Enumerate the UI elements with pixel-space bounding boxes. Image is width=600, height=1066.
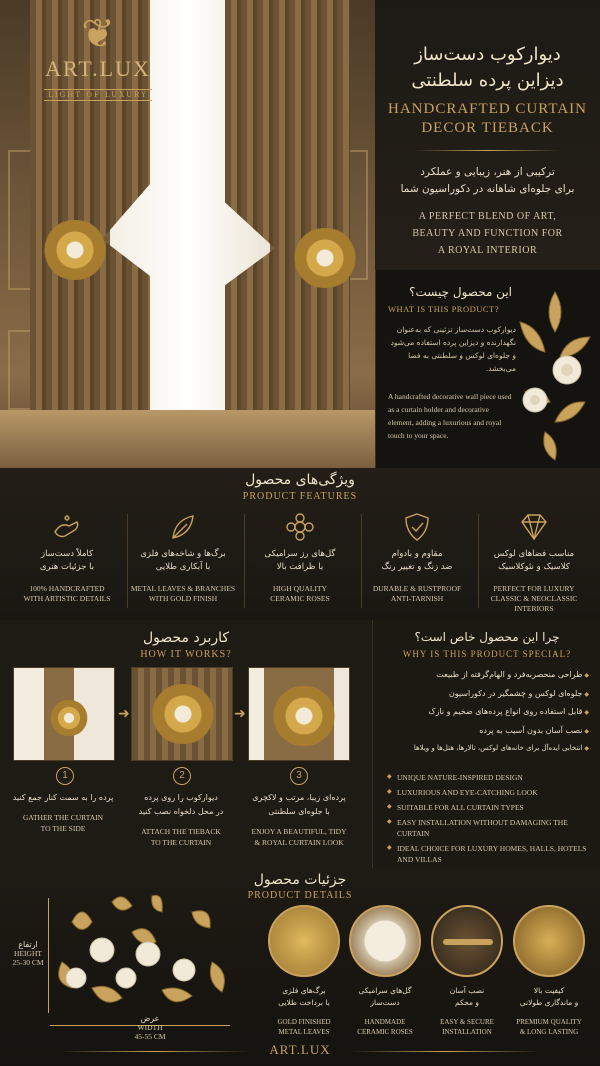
handcraft-icon: [12, 510, 122, 544]
why-title-fa: چرا این محصول خاص است؟: [414, 630, 560, 644]
step-text-en: ENJOY A BEAUTIFUL, TIDY & ROYAL CURTAIN LOOK: [251, 827, 347, 847]
features-title-fa: ویژگی‌های محصول: [245, 472, 355, 488]
feature-fa-2: با ظرافت بالا: [276, 562, 324, 572]
footer-divider-left: [60, 1051, 250, 1052]
feature-item: [12, 510, 122, 604]
why-special-section: [372, 620, 600, 868]
feature-item: [362, 510, 472, 604]
brand-logo: [38, 12, 158, 112]
brand-name: ART.LUX: [45, 56, 151, 81]
features-title-en: PRODUCT FEATURES: [242, 491, 358, 502]
feature-en-1: METAL LEAVES & BRANCHES: [130, 584, 236, 593]
hero-subtitle-fa-1: ترکیبی از هنر، زیبایی و عملکرد: [420, 166, 555, 178]
step-text-fa: دیوارکوب را روی پرده در محل دلخواه نصب کنید: [138, 793, 224, 816]
why-item-fa: ◆ قابل استفاده روی انواع پرده‌های ضخیم و نازک: [381, 703, 589, 722]
detail-text-en: PREMIUM QUALITY & LONG LASTING: [516, 1018, 582, 1036]
feature-en-3: INTERIORS: [514, 604, 554, 613]
why-item-fa: ◆ انتخابی ایده‌آل برای خانه‌های لوکس، تالارها، هتل‌ها و ویلاها: [381, 740, 589, 758]
width-label: عرض WIDTH 45-55 CM: [134, 1014, 166, 1041]
footer-brand: ART.LUX: [269, 1042, 331, 1057]
how-title-en: HOW IT WORKS?: [140, 649, 232, 660]
tieback-flower-image: [505, 282, 600, 462]
why-title-en: WHY IS THIS PRODUCT SPECIAL?: [402, 649, 572, 659]
feature-fa-1: کاملاً دست‌ساز: [40, 549, 94, 559]
hero-title-fa-1: دیوارکوب دست‌ساز: [414, 44, 561, 65]
height-label: ارتفاع HEIGHT 25-30 CM: [12, 940, 44, 967]
feature-fa-2: ضد زنگ و تغییر رنگ: [381, 562, 453, 572]
rose-icon: [245, 510, 355, 544]
hero-title-en-1: HANDCRAFTED CURTAIN: [388, 101, 587, 117]
feature-fa-1: مناسب فضاهای لوکس: [493, 549, 575, 559]
step-text-fa: پرده‌ای زیبا، مرتب و لاکچری با جلوه‌ای سلطنتی: [252, 793, 346, 816]
feature-fa-2: کلاسیک و نئوکلاسیک: [498, 562, 570, 572]
feature-en-2: WITH ARTISTIC DETAILS: [23, 594, 111, 603]
detail-text-fa: نصب آسان و محکم: [449, 986, 485, 1007]
crest-icon: ❦: [81, 11, 115, 57]
feature-item: [245, 510, 355, 604]
feature-en-1: PERFECT FOR LUXURY: [493, 584, 575, 593]
feature-en-1: 100% HANDCRAFTED: [29, 584, 105, 593]
feature-en-2: WITH GOLD FINISH: [148, 594, 218, 603]
feature-en-2: ANTI-TARNISH: [390, 594, 444, 603]
height-line: [48, 898, 49, 1013]
hero-subtitle-fa-2: برای جلوه‌ای شاهانه در دکوراسیون شما: [400, 183, 575, 195]
feature-item: [479, 510, 589, 614]
hero-subtitle-en-3: A ROYAL INTERIOR: [437, 245, 538, 256]
detail-image: [268, 905, 340, 977]
feature-fa-1: مقاوم و بادوام: [391, 549, 443, 559]
hero-subtitle-en-1: A PERFECT BLEND OF ART,: [418, 211, 557, 222]
why-list-fa: [381, 666, 589, 758]
feature-en-2: CERAMIC ROSES: [270, 594, 330, 603]
step-number: 1: [56, 767, 74, 785]
what-is-title-en: WHAT IS THIS PRODUCT?: [388, 304, 500, 314]
detail-image: [431, 905, 503, 977]
tieback-product-image: [52, 892, 232, 1010]
feature-fa-1: گل‌های رز سرامیکی: [264, 549, 336, 559]
feature-fa-2: با جزئیات هنری: [39, 562, 95, 572]
details-title-fa: جزئیات محصول: [253, 872, 347, 888]
hero-text-panel: [375, 0, 600, 270]
step-number: 3: [290, 767, 308, 785]
feature-item: [128, 510, 238, 604]
step-image: [13, 667, 115, 761]
detail-text-en: HANDMADE CERAMIC ROSES: [357, 1018, 413, 1036]
feature-fa-2: با آبکاری طلایی: [155, 562, 211, 572]
hero-title-fa-2: دیزاین پرده سلطنتی: [411, 70, 564, 91]
detail-image: [513, 905, 585, 977]
why-item-fa: ◆ طراحی منحصربه‌فرد و الهام‌گرفته از طبیعت: [381, 666, 589, 685]
step-image: [131, 667, 233, 761]
step-number: 2: [173, 767, 191, 785]
why-item-fa: ◆ جلوه‌ای لوکس و چشمگیر در دکوراسیون: [381, 685, 589, 704]
detail-text-en: GOLD FINISHED METAL LEAVES: [277, 1018, 331, 1036]
hero-title-en-2: DECOR TIEBACK: [421, 120, 554, 136]
detail-text-fa: برگ‌های فلزی با برداخت طلایی: [278, 986, 330, 1007]
detail-image: [349, 905, 421, 977]
step-text-en: GATHER THE CURTAIN TO THE SIDE: [22, 813, 104, 833]
why-item-en: ◆ EASY INSTALLATION WITHOUT DAMAGING THE CURTAIN: [387, 817, 587, 839]
hero-subtitle-en-2: BEAUTY AND FUNCTION FOR: [412, 228, 563, 239]
arrow-right-icon: ➜: [118, 706, 130, 722]
arrow-right-icon: ➜: [234, 706, 246, 722]
detail-text-fa: گل‌های سرامیکی دست‌ساز: [358, 986, 412, 1007]
why-list-en: [387, 772, 587, 869]
how-title-fa: کاربرد محصول: [142, 630, 230, 646]
what-is-title-fa: این محصول چیست؟: [409, 285, 512, 299]
feature-fa-1: برگ‌ها و شاخه‌های فلزی: [140, 549, 226, 559]
why-item-en: ◆ UNIQUE NATURE-INSPIRED DESIGN: [387, 772, 587, 783]
hero-divider: [415, 150, 560, 151]
feature-en-2: CLASSIC & NEOCLASSIC: [490, 594, 578, 603]
footer-divider-right: [350, 1051, 540, 1052]
step-text-fa: پرده را به سمت کنار جمع کنید: [12, 793, 114, 802]
feature-en-1: DURABLE & RUSTPROOF: [372, 584, 462, 593]
diamond-icon: [479, 510, 589, 544]
step-text-en: ATTACH THE TIEBACK TO THE CURTAIN: [141, 827, 221, 847]
why-item-en: ◆ SUITABLE FOR ALL CURTAIN TYPES: [387, 802, 587, 813]
leaf-icon: [128, 510, 238, 544]
step-image: [248, 667, 350, 761]
shield-icon: [362, 510, 472, 544]
what-is-body-en: A handcrafted decorative wall piece used as a curtain holder and decorative element, adding a luxurious and royal touch to your space.: [388, 392, 512, 440]
detail-text-fa: کیفیت بالا و ماندگاری طولانی: [519, 986, 579, 1007]
brand-tagline: LIGHT OF LUXURY: [44, 89, 152, 101]
why-item-en: ◆ IDEAL CHOICE FOR LUXURY HOMES, HALLS, HOTELS AND VILLAS: [387, 843, 587, 865]
why-item-fa: ◆ نصب آسان بدون آسیب به پرده: [381, 722, 589, 741]
detail-text-en: EASY & SECURE INSTALLATION: [440, 1018, 494, 1036]
details-title-en: PRODUCT DETAILS: [247, 890, 353, 901]
what-is-body-fa: دیوارکوب دست‌ساز تزئینی که به‌عنوان نگهدارنده و دیزاین پرده استفاده می‌شود و جلوه‌ای لوکس و سلطنتی به فضا می‌بخشد.: [390, 325, 516, 373]
why-item-en: ◆ LUXURIOUS AND EYE-CATCHING LOOK: [387, 787, 587, 798]
feature-en-1: HIGH QUALITY: [273, 584, 327, 593]
